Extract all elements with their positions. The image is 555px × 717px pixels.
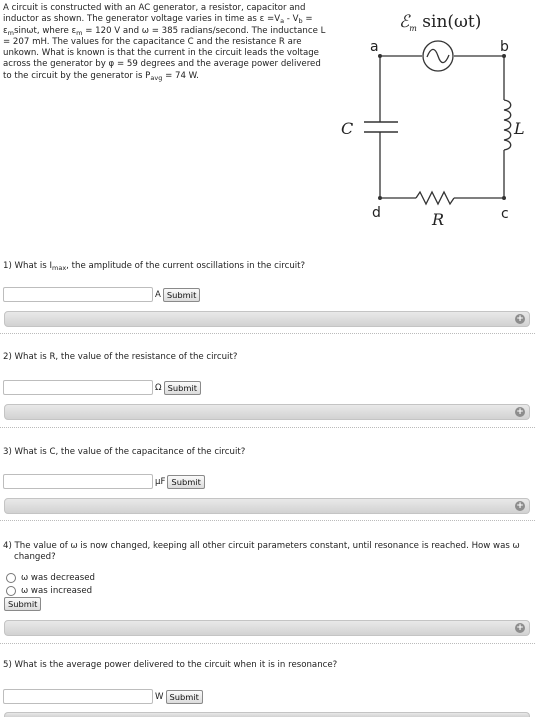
- question-5: 5) What is the average power delivered to the circuit when it is in resonance?: [3, 660, 338, 670]
- unit-label: A: [155, 289, 161, 300]
- problem-statement: [3, 3, 333, 82]
- hint-bar-5[interactable]: [4, 712, 530, 717]
- inductor-label: L: [514, 119, 525, 138]
- intro-line: unkown. What is known is that the current in the circuit leads the voltage: [3, 48, 319, 59]
- intro-line: inductor as shown. The generator voltage varies in time as $\varepsilon =V_a - V_b$ =: [3, 14, 313, 26]
- option-label: ω was increased: [21, 586, 93, 596]
- source-label: ℰ$_m$ sin(ωt): [399, 12, 482, 33]
- answer-row-5: [3, 688, 203, 705]
- answer-row-1: [3, 286, 200, 303]
- answer-row-3: [3, 473, 205, 490]
- intro-line: across the generator by φ = 59 degrees and the average power delivered: [3, 59, 321, 70]
- plus-icon[interactable]: +: [516, 407, 524, 417]
- separator: [0, 333, 535, 334]
- answer-input-5[interactable]: [3, 689, 153, 704]
- node-c-dot: [502, 196, 506, 200]
- option-label: ω was decreased: [21, 573, 96, 583]
- resistor-label: R: [432, 210, 445, 229]
- node-d-label: d: [372, 205, 381, 221]
- node-c-label: c: [501, 206, 509, 222]
- answer-row-2: [3, 379, 201, 396]
- submit-button-4[interactable]: Submit: [4, 597, 41, 611]
- option-decreased[interactable]: [6, 572, 95, 584]
- radio-button[interactable]: [6, 586, 16, 596]
- hint-bar-2[interactable]: [4, 404, 530, 420]
- plus-icon[interactable]: +: [516, 623, 524, 633]
- question-4-text: 4) The value of ω is now changed, keeping all other circuit parameters constant, until resonance is reached. How was ω: [3, 541, 520, 551]
- unit-label: μF: [155, 476, 166, 487]
- node-a-label: a: [370, 39, 379, 55]
- submit-button-2[interactable]: Submit: [164, 381, 201, 395]
- node-d-dot: [378, 196, 382, 200]
- separator: [0, 643, 535, 644]
- submit-button-5[interactable]: Submit: [166, 690, 203, 704]
- unit-label: Ω: [155, 382, 162, 393]
- separator: [0, 427, 535, 428]
- answer-input-3[interactable]: [3, 474, 153, 489]
- plus-icon[interactable]: +: [516, 501, 524, 511]
- hint-bar-3[interactable]: [4, 498, 530, 514]
- question-4-text-cont: changed?: [14, 552, 56, 562]
- submit-button-1[interactable]: Submit: [163, 288, 200, 302]
- separator: [0, 520, 535, 521]
- question-3: 3) What is C, the value of the capacitance of the circuit?: [3, 447, 246, 457]
- plus-icon[interactable]: +: [516, 314, 524, 324]
- node-b-label: b: [500, 39, 509, 55]
- intro-line: $\varepsilon_m\sin\omega t$, where $\varepsilon_m = 120$ V and ω = 385 radians/second. The inductance L: [3, 25, 326, 37]
- submit-button-3[interactable]: Submit: [167, 475, 204, 489]
- unit-label: W: [155, 691, 164, 702]
- circuit-diagram: [338, 0, 534, 234]
- question-4: [3, 541, 520, 563]
- intro-line: A circuit is constructed with an AC generator, a resistor, capacitor and: [3, 3, 306, 13]
- radio-button[interactable]: [6, 573, 16, 583]
- option-increased[interactable]: [6, 585, 92, 597]
- intro-line: = 207 mH. The values for the capacitance C and the resistance R are: [3, 36, 302, 47]
- question-1: 1) What is $I_{max}$, the amplitude of the current oscillations in the circuit?: [3, 261, 306, 272]
- hint-bar-4[interactable]: [4, 620, 530, 636]
- answer-input-1[interactable]: [3, 287, 153, 302]
- capacitor-label: C: [341, 119, 354, 138]
- intro-line: to the circuit by the generator is $P_{avg} = 74$ W.: [3, 70, 199, 82]
- hint-bar-1[interactable]: [4, 311, 530, 327]
- answer-input-2[interactable]: [3, 380, 153, 395]
- question-2: 2) What is R, the value of the resistance of the circuit?: [3, 352, 238, 362]
